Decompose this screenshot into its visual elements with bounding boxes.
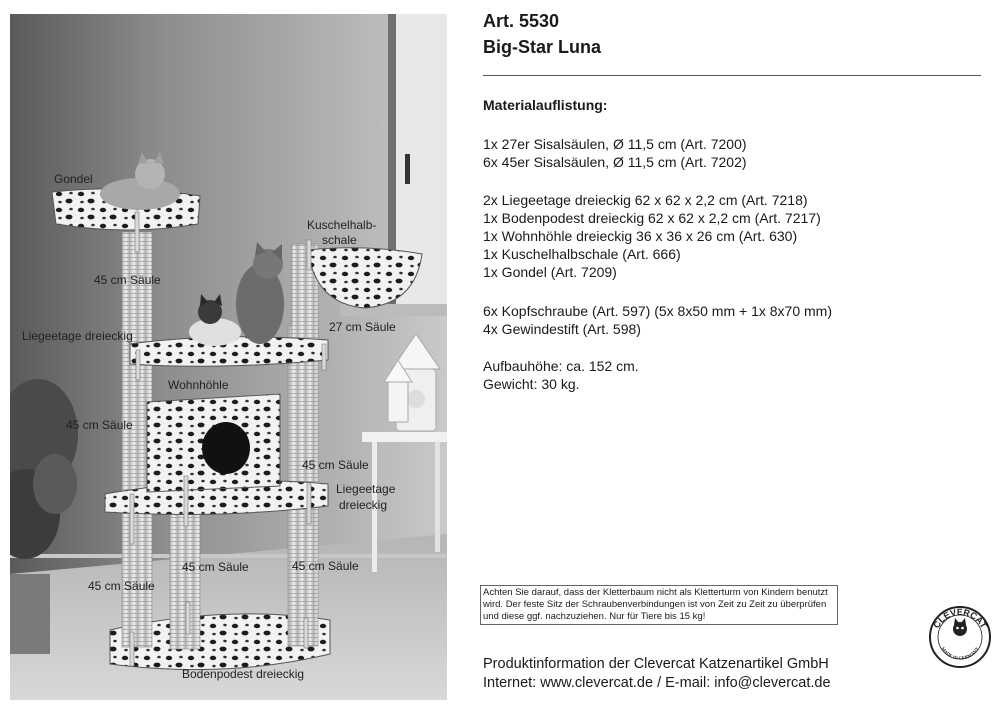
material-item: 1x 27er Sisalsäulen, Ø 11,5 cm (Art. 7200) [483, 136, 747, 152]
footer-company: Produktinformation der Clevercat Katzenartikel GmbH [483, 656, 829, 672]
label-saeule-low-left: 45 cm Säule [88, 579, 155, 593]
build-height: Aufbauhöhe: ca. 152 cm. [483, 358, 639, 374]
wohnhoehle [147, 394, 280, 492]
material-item: 4x Gewindestift (Art. 598) [483, 321, 641, 337]
product-name: Big-Star Luna [483, 37, 602, 57]
label-liegeetage-right-1: Liegeetage [336, 482, 396, 496]
label-gondel: Gondel [54, 172, 93, 186]
material-item: 6x 45er Sisalsäulen, Ø 11,5 cm (Art. 7202) [483, 154, 747, 170]
label-wohnhoehle: Wohnhöhle [168, 378, 229, 392]
label-saeule-27: 27 cm Säule [329, 320, 396, 334]
logo-tagline-text: MADE IN GERMANY [940, 646, 980, 661]
material-item: 6x Kopfschraube (Art. 597) (5x 8x50 mm + 1x 8x70 mm) [483, 303, 832, 319]
safety-notice: Achten Sie darauf, dass der Kletterbaum nicht als Kletterturm von Kindern benutzt wird. Der feste Sitz der Schraubenverbindungen ist von Zeit zu Zeit zu überprüfen und diese ggf. nachzuziehen. Nur für Tiere bis 15 kg! [480, 585, 838, 625]
weight: Gewicht: 30 kg. [483, 376, 580, 392]
material-item: 1x Bodenpodest dreieckig 62 x 62 x 2,2 cm (Art. 7217) [483, 210, 821, 226]
label-kuschelhalbschale-2: schale [322, 233, 357, 247]
label-saeule-mid-left: 45 cm Säule [66, 418, 133, 432]
product-photo [10, 14, 447, 700]
material-item: 1x Kuschelhalbschale (Art. 666) [483, 246, 681, 262]
material-item: 2x Liegeetage dreieckig 62 x 62 x 2,2 cm (Art. 7218) [483, 192, 808, 208]
label-saeule-low-right: 45 cm Säule [292, 559, 359, 573]
label-bodenpodest: Bodenpodest dreieckig [182, 667, 305, 681]
label-saeule-low-center: 45 cm Säule [182, 560, 249, 574]
footer-contact: Internet: www.clevercat.de / E-mail: info@clevercat.de [483, 675, 831, 691]
label-saeule-top: 45 cm Säule [94, 273, 161, 287]
logo-brand-text: CLEVERCAT [931, 606, 989, 630]
label-saeule-mid-right: 45 cm Säule [302, 458, 369, 472]
materials-heading: Materialauflistung: [483, 97, 608, 113]
article-number: Art. 5530 [483, 11, 560, 31]
divider [483, 75, 981, 76]
label-liegeetage-right-2: dreieckig [339, 498, 388, 512]
label-liegeetage-left: Liegeetage dreieckig [22, 329, 133, 343]
cat-tree-illustration [10, 14, 447, 700]
clevercat-logo [928, 605, 992, 669]
label-kuschelhalbschale-1: Kuschelhalb- [307, 218, 377, 232]
material-item: 1x Wohnhöhle dreieckig 36 x 36 x 26 cm (Art. 630) [483, 228, 798, 244]
material-item: 1x Gondel (Art. 7209) [483, 264, 617, 280]
